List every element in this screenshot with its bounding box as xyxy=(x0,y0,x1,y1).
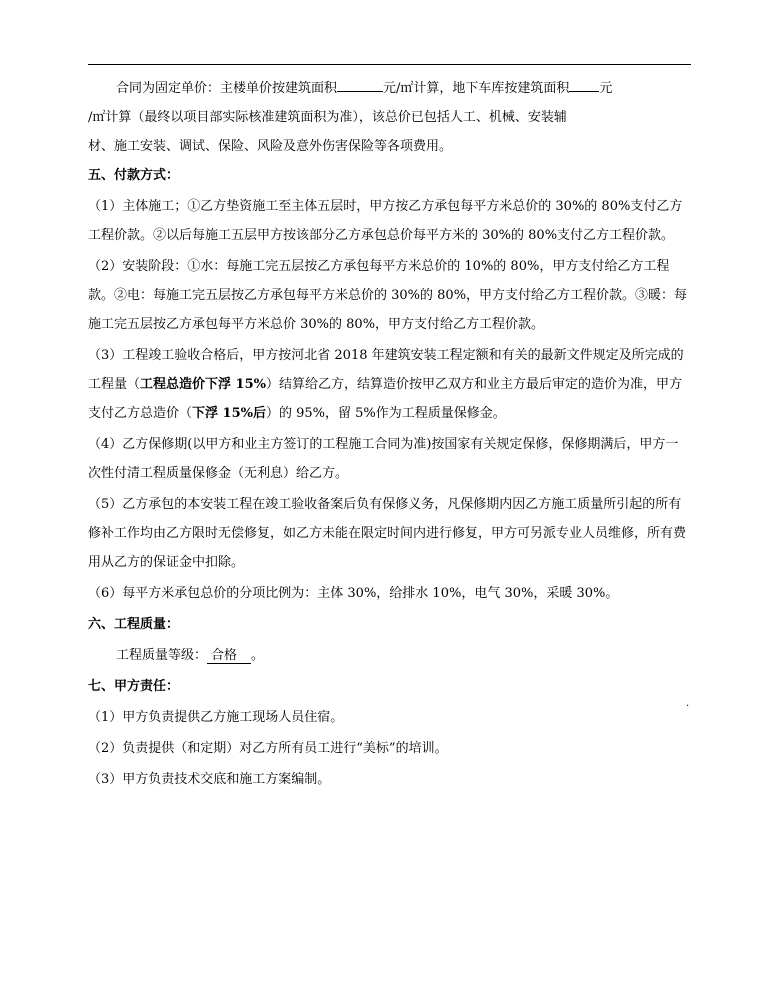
payment-item-3-text: （3）工程竣工验收合格后，甲方按河北省 2018 年建筑安装工程定额和有关的最新文件规定及所完成的工程量（ xyxy=(88,348,684,392)
price-clause-line-2: /㎡计算（最终以项目部实际核准建筑面积为准），该总价已包括人工、机械、安装辅 xyxy=(88,110,567,125)
discount-bold-text: 工程总造价下浮 15% xyxy=(140,377,266,392)
payment-item-5: （5）乙方承包的本安装工程在竣工验收备案后负有保修义务，凡保修期内因乙方施工质量所引起的所有修补工作均由乙方限时无偿修复，如乙方未能在限定时间内进行修复，甲方可另派专业人员维修，所有费用从乙方的保证金中扣除。 xyxy=(88,497,687,570)
quality-grade-value: 合格 xyxy=(207,648,251,664)
payment-item-1: （1）主体施工；①乙方垫资施工至主体五层时，甲方按乙方承包每平方米总价的 30%的 80%支付乙方工程价款。②以后每施工五层甲方按该部分乙方承包总价每平方米的 30%的 80%支付乙方工程价款。 xyxy=(88,199,683,243)
party-a-item-3: （3）甲方负责技术交底和施工方案编制。 xyxy=(88,772,331,787)
price-clause-text-3: 元 xyxy=(599,81,613,96)
section-7-heading: 七、甲方责任： xyxy=(88,679,180,694)
garage-price-blank xyxy=(569,76,599,92)
payment-item-3-text-3: ）的 95%，留 5%作为工程质量保修金。 xyxy=(266,406,506,421)
section-5-heading: 五、付款方式： xyxy=(88,168,180,183)
quality-grade-line xyxy=(88,641,691,670)
contract-page xyxy=(88,74,691,794)
quality-grade-end: 。 xyxy=(251,648,265,663)
header-rule xyxy=(88,64,691,65)
price-clause-line-3: 材、施工安装、调试、保险、风险及意外伤害保险等各项费用。 xyxy=(88,139,453,154)
section-6-heading: 六、工程质量： xyxy=(88,617,180,632)
price-clause-text-2: 元/㎡计算，地下车库按建筑面积 xyxy=(383,81,570,96)
price-clause xyxy=(88,74,691,161)
discount-after-bold-text: 下浮 15%后 xyxy=(192,406,266,421)
party-a-item-1: （1）甲方负责提供乙方施工现场人员住宿。 xyxy=(88,710,344,725)
stray-mark: . xyxy=(686,698,690,709)
payment-item-3 xyxy=(88,341,691,428)
party-a-item-2: （2）负责提供（和定期）对乙方所有员工进行“美标”的培训。 xyxy=(88,741,448,756)
quality-grade-label: 工程质量等级： xyxy=(116,648,208,663)
payment-item-2: （2）安装阶段：①水：每施工完五层按乙方承包每平方米总价的 10%的 80%，甲方支付给乙方工程款。②电：每施工完五层按乙方承包每平方米总价的 30%的 80%，甲方支付给乙方工程价款。③暖：每施工完五层按乙方承包每平方米总价 30%的 80%，甲方支付给乙方工程价款。 xyxy=(88,259,688,332)
payment-item-3-text-2: ）结算给乙方，结算造价按甲乙双方和业主方最后审定的造价为准，甲方支付乙方总造价（ xyxy=(88,377,683,421)
payment-item-4: （4）乙方保修期(以甲方和业主方签订的工程施工合同为准)按国家有关规定保修，保修期满后，甲方一次性付清工程质量保修金（无利息）给乙方。 xyxy=(88,437,679,481)
payment-item-6: （6）每平方米承包总价的分项比例为：主体 30%，给排水 10%，电气 30%，采暖 30%。 xyxy=(88,586,619,601)
main-building-price-blank xyxy=(337,76,383,92)
price-clause-text: 合同为固定单价：主楼单价按建筑面积 xyxy=(116,81,338,96)
